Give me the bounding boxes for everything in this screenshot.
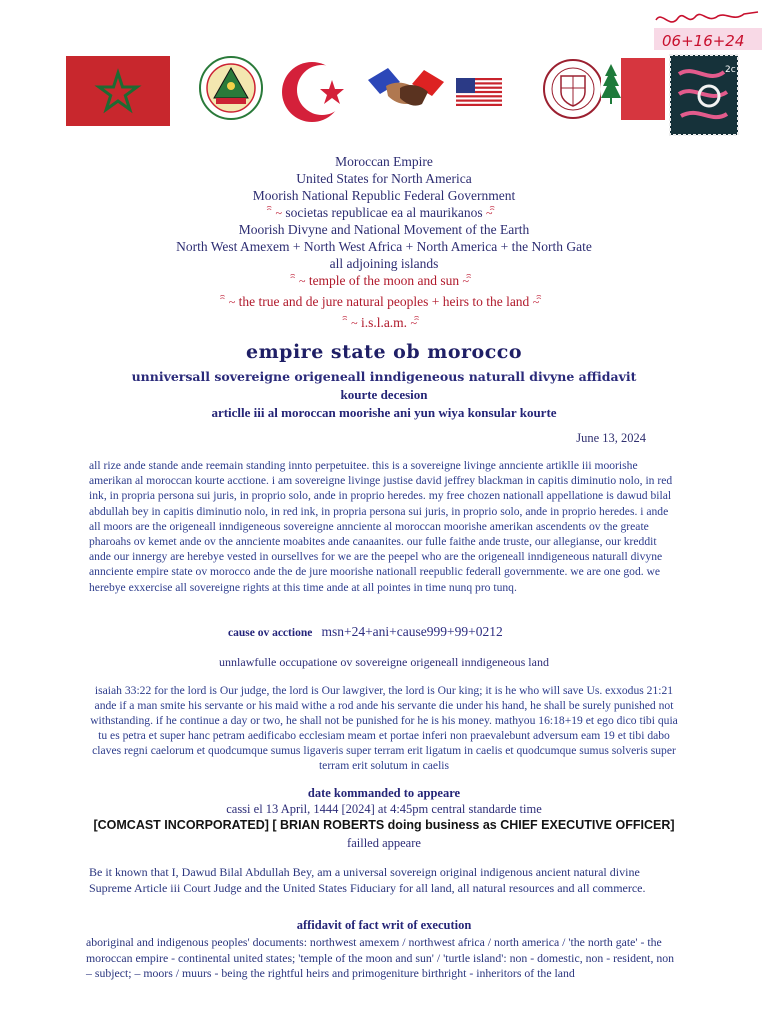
cause-label: cause ov acctione (228, 627, 313, 639)
document-subtitle: unniversall sovereigne origeneall inndigeneous naturall divyne affidavit (131, 369, 637, 384)
ornament-right: ~ ꩰ (462, 274, 473, 288)
date-kommanded-title: date kommanded to appeare (307, 786, 461, 800)
document-date: June 13, 2024 (576, 431, 646, 445)
ornament-right: ~ ꩰ (410, 316, 420, 330)
header-line-5: Moorish Divyne and National Movement of the Earth (238, 222, 530, 237)
header-line-7: all adjoining islands (329, 256, 439, 271)
header-line-8 (0, 272, 768, 290)
red-flag-tree-icon (601, 58, 665, 120)
header-line-9-text: the true and de jure natural peoples + heirs to the land (238, 294, 530, 309)
kourte-decesion: kourte decesion (340, 387, 428, 402)
ornament-right: ~ ꩰ (485, 206, 496, 220)
handshake-icon (366, 62, 446, 122)
header-line-9 (0, 293, 768, 311)
header-line-10 (0, 314, 768, 332)
seal-of-state-icon (542, 54, 604, 124)
occupation-line: unnlawfulle occupatione ov sovereigne origeneall inndigeneous land (219, 655, 549, 669)
moorish-seal-icon (198, 52, 264, 124)
ornament-left: ꩰ ~ (272, 206, 283, 220)
header-icons-row (66, 48, 766, 138)
header-line-1: Moroccan Empire (335, 154, 433, 169)
ornament-left: ꩰ ~ (225, 295, 236, 309)
cause-of-action (228, 624, 503, 640)
header-line-3: Moorish National Republic Federal Government (252, 188, 516, 203)
signature-icon (648, 10, 768, 54)
article-line: articlle iii al moroccan moorishe ani yun wiya konsular kourte (211, 405, 557, 420)
ornament-right: ~ ꩰ (532, 295, 543, 309)
be-it-known-paragraph: Be it known that I, Dawud Bilal Abdullah Bey, am a universal sovereign original indigenous ancient natural divine Supreme Article iii Court Judge and the United States Fiduciary for all land, all natural resources and all commerce. (89, 865, 646, 895)
cause-value: msn+24+ani+cause999+99+0212 (321, 624, 503, 639)
usa-flag-icon (456, 78, 502, 106)
date-line: cassi el 13 April, 1444 [2024] at 4:45pm central standarde time (226, 802, 542, 816)
affidavit-title: affidavit of fact writ of execution (296, 918, 472, 932)
signature-date: 06+16+24 (662, 32, 745, 50)
stamp-value: 2c (725, 65, 736, 75)
failled-appeare: failled appeare (347, 836, 421, 850)
affidavit-paragraph: aboriginal and indigenous peoples' documents: northwest amexem / northwest africa / north america / 'the north gate' - the moroccan empire - continental united states; 'temple of the moon and sun' / 'turtle island': non - domestic, non - resident, non – subject; – moors / muurs - being the rightful heirs and primogeniture birthright - inheritors of the land (86, 935, 675, 980)
declaration-paragraph: all rize ande stande ande reemain standing innto perpetuitee. this is a sovereigne livinge annciente artiklle iii moorishe amerikan al moroccan kourte acctione. i am sovereigne livinge justise david jeffrey blackman in capitis diminutio nolo, in red ink, in propria persona sui juris, in proprio solo, ande in proprio heredes. my free chozen nationall appellatione is dawud bilal abdullah bey in capitis diminutio nolo, in red ink, in propria persona sui juris, in proprio solo, ande in proprio heredes. i ande all moors are the origeneall inndigeneous sovereigne annciente al moroccan moorishe amerikan ascendents ov the greate pharoahs ov kemet ande ov the annciente moabites ande canaanites. our fulle faithe ande truste, our allegianse, our kreddit ande our innergy are herebye vested in oursellves for we are the peepel who are the origeneall inndigeneous naturall divyne annciente empire state ov morocco ande the de jure moorishe nationall reepublic federall governmente. we are one god. we herebye exxercise all sovereigne rights at this time ande at all pointes in time nunq pro tunq. (89, 459, 673, 594)
header-line-2: United States for North America (296, 171, 472, 186)
header-line-10-text: i.s.l.a.m. (360, 315, 408, 330)
comcast-line: [COMCAST INCORPORATED] [ BRIAN ROBERTS doing business as CHIEF EXECUTIVE OFFICER] (93, 818, 675, 832)
document-title: empire state ob morocco (245, 341, 522, 363)
header-line-4 (0, 204, 768, 222)
ornament-left: ꩰ ~ (295, 274, 306, 288)
morocco-flag-icon (66, 56, 170, 126)
ornament-left: ꩰ ~ (348, 316, 358, 330)
header-line-4-text: societas republicae ea al maurikanos (285, 205, 483, 220)
scripture-paragraph: isaiah 33:22 for the lord is Our judge, the lord is Our lawgiver, the lord is Our king; it is he who will save Us. exxodus 21:21 ande if a man smite his servante or his maid withe a rod ande his servante die under his hand, he shall be surely punished not withstanding. if he continue a day or two, he shall not be punished for he is his money. mathyou 16:18+19 et ego dico tibi quia tu es petra et super hanc petram aedificabo ecclesiam meam et portae inferi non praevalebunt adversum eam 19 et tibi dabo claves regni caelorum et quodcumque sumus ligaveris super terram erit ligatum in caelis et quodcumque sumus solveris super terram erit solutum in caelis (90, 684, 678, 773)
header-line-8-text: temple of the moon and sun (308, 273, 460, 288)
crescent-star-icon (276, 54, 356, 130)
postage-stamp-icon (669, 54, 739, 136)
header-line-6: North West Amexem + North West Africa + North America + the North Gate (176, 239, 592, 254)
